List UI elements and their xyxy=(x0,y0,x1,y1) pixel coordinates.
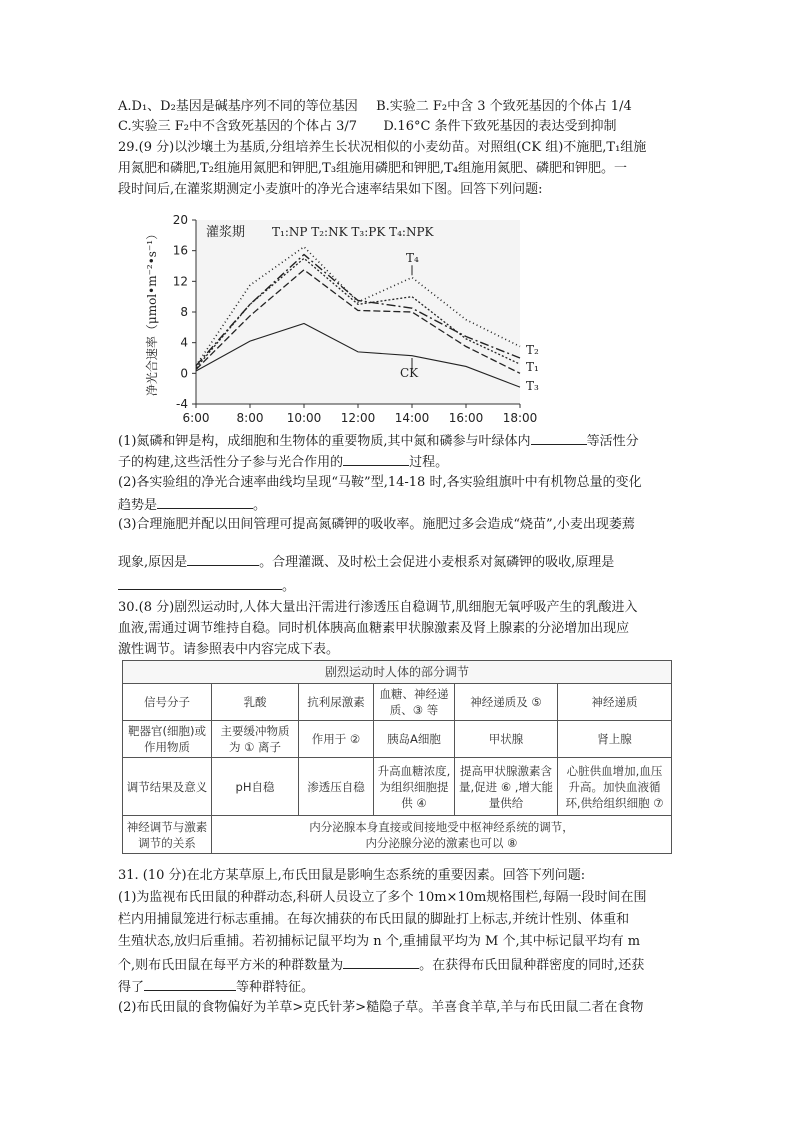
table-cell: 调节结果及意义 xyxy=(123,758,212,816)
option-a: A.D₁、D₂基因是碱基序列不同的等位基因 xyxy=(118,99,358,114)
relationship-line-2: 内分泌腺分泌的激素也可以 ⑧ xyxy=(365,835,518,850)
q31-line-7: (2)布氏田鼠的食物偏好为羊草>克氏针茅>糙隐子草。羊喜食羊草,羊与布氏田鼠二者在食物 xyxy=(118,1000,644,1015)
table-cell: 神经调节与激素调节的关系 xyxy=(123,816,212,854)
q31-l5a: 个,则布氏田鼠在每平方米的种群数量为 xyxy=(118,958,344,973)
q29-part2-line1: (2)各实验组的净光合速率曲线均呈现“马鞍”型,14-18 时,各实验组旗叶中有机物总量的变化 xyxy=(118,475,642,490)
chart-title: 灌浆期 xyxy=(206,225,246,240)
q29-part3-line2 xyxy=(118,551,614,573)
q30-intro-3: 激性调节。请参照表中内容完成下表。 xyxy=(118,642,340,657)
q31-line-3: 栏内用捕鼠笼进行标志重捕。在每次捕获的布氏田鼠的脚趾打上标志,并统计性别、体重和 xyxy=(118,912,630,927)
q29-intro-3: 段时间后,在灌浆期测定小麦旗叶的净光合速率结果如下图。回答下列问题: xyxy=(118,182,543,197)
x-tick-label: 6:00 xyxy=(182,411,210,425)
y-tick-label: 12 xyxy=(172,274,188,289)
relationship-line-1: 内分泌腺本身直接或间接地受中枢神经系统的调节， xyxy=(309,819,574,834)
plot-area xyxy=(196,220,520,404)
table-cell: 神经递质 xyxy=(558,684,672,721)
table-cell: 作用于 ② xyxy=(299,721,374,758)
net-photosynthesis-chart xyxy=(130,210,550,425)
option-c: C.实验三 F₂中不含致死基因的个体占 3/7 xyxy=(118,119,358,134)
q29-p1c: 子的构建,这些活性分子参与光合作用的 xyxy=(118,455,344,470)
table-cell: 主要缓冲物质为 ① 离子 xyxy=(212,721,299,758)
q29-p2b: 趋势是 xyxy=(118,498,158,513)
q29-p2c: 。 xyxy=(253,498,267,513)
table-cell: 血糖、神经递质、③ 等 xyxy=(374,684,455,721)
x-tick-label: 14:00 xyxy=(394,411,430,425)
q29-p3d: 。 xyxy=(282,579,296,594)
x-tick-label: 12:00 xyxy=(340,411,376,425)
q29-part3-line3 xyxy=(118,575,295,597)
q31-line-4: 生殖状态,放归后重捕。若初捕标记鼠平均为 n 个,重捕鼠平均为 M 个,其中标记鼠平均有 m xyxy=(118,934,641,949)
table-cell: 信号分子 xyxy=(123,684,212,721)
y-tick-label: 20 xyxy=(172,213,188,227)
chart-legend: T₁:NP T₂:NK T₃:PK T₄:NPK xyxy=(272,225,434,239)
table-row xyxy=(123,721,672,758)
y-tick-label: 8 xyxy=(180,305,188,319)
x-tick-label: 10:00 xyxy=(286,411,322,425)
q31-l6a: 得了 xyxy=(118,980,145,995)
table-row xyxy=(123,816,672,854)
answer-blank-7[interactable] xyxy=(144,976,236,991)
option-line-1 xyxy=(118,97,632,117)
q29-p1d: 过程。 xyxy=(409,455,449,470)
table-title: 剧烈运动时人体的部分调节 xyxy=(123,661,672,684)
answer-blank-6[interactable] xyxy=(343,954,419,969)
q29-p3b: 现象,原因是 xyxy=(118,555,188,570)
table-row xyxy=(123,758,672,816)
regulation-table xyxy=(122,660,672,854)
table-cell: 肾上腺 xyxy=(558,721,672,758)
y-tick-label: 0 xyxy=(180,366,188,381)
table-cell: 提高甲状腺激素含量,促进 ⑥ ,增大能量供给 xyxy=(455,758,558,816)
option-line-2 xyxy=(118,117,617,137)
label-t1: T₁ xyxy=(526,360,539,375)
q29-p3c: 。合理灌溉、及时松土会促进小麦根系对氮磷钾的吸收,原理是 xyxy=(259,555,615,570)
y-tick-label: 4 xyxy=(180,335,188,350)
q29-p1a: (1)氮磷和钾是构，成细胞和生物体的重要物质,其中氮和磷参与叶绿体内 xyxy=(118,434,531,449)
q30-intro-2: 血液,需通过调节维持自稳。同时机体胰高血糖素甲状腺激素及肾上腺素的分泌增加出现应 xyxy=(118,621,630,636)
option-d: D.16°C 条件下致死基因的表达受到抑制 xyxy=(383,119,617,134)
label-ck: CK xyxy=(400,366,419,381)
table-cell: 升高血糖浓度,为组织细胞提供 ④ xyxy=(374,758,455,816)
q29-intro-1: 29.(9 分)以沙壤土为基质,分组培养生长状况相似的小麦幼苗。对照组(CK 组)不施肥,T₁组施 xyxy=(118,140,647,155)
answer-blank-1[interactable] xyxy=(531,430,587,445)
table-cell: pH自稳 xyxy=(212,758,299,816)
x-tick-label: 18:00 xyxy=(502,411,538,425)
q31-l6b: 等种群特征。 xyxy=(236,980,315,995)
answer-blank-5[interactable] xyxy=(118,575,282,590)
q29-intro-2: 用氮肥和磷肥,T₂组施用氮肥和钾肥,T₃组施用磷肥和钾肥,T₄组施用氮肥、磷肥和钾肥。一 xyxy=(118,161,628,176)
q31-line-5 xyxy=(118,954,644,976)
table-cell: 心脏供血增加,血压升高。加快血液循环,供给组织细胞 ⑦ xyxy=(558,758,672,816)
table-cell: 神经递质及 ⑤ xyxy=(455,684,558,721)
table-cell: 渗透压自稳 xyxy=(299,758,374,816)
answer-blank-3[interactable] xyxy=(157,494,253,509)
q30-intro-1: 30.(8 分)剧烈运动时,人体大量出汗需进行渗透压自稳调节,肌细胞无氧呼吸产生的乳酸进入 xyxy=(118,600,638,615)
label-t4: T₄ xyxy=(406,251,419,266)
q29-part1-line1 xyxy=(118,430,639,452)
q31-line-2: (1)为监视布氏田鼠的种群动态,科研人员设立了多个 10m×10m规格围栏,每隔一段时间在围 xyxy=(118,890,647,905)
q31-line-1: 31. (10 分)在北方某草原上,布氏田鼠是影响生态系统的重要因素。回答下列问题: xyxy=(118,868,586,883)
answer-blank-2[interactable] xyxy=(343,451,409,466)
table-row xyxy=(123,684,672,721)
table-cell: 甲状腺 xyxy=(455,721,558,758)
q29-part3-line1: (3)合理施肥并配以田间管理可提高氮磷钾的吸收率。施肥过多会造成“烧苗”,小麦出现萎蔫 xyxy=(118,517,635,532)
table-cell-relationship xyxy=(212,816,672,854)
q31-line-6 xyxy=(118,976,314,998)
y-tick-label: -4 xyxy=(176,397,188,411)
label-t2: T₂ xyxy=(526,343,539,358)
q29-part1-line2 xyxy=(118,451,448,473)
answer-blank-4[interactable] xyxy=(187,551,259,566)
chart-axes xyxy=(144,213,537,425)
y-axis-title: 净光合速率（μmol•m⁻²•s⁻¹） xyxy=(145,227,159,397)
label-t3: T₃ xyxy=(526,379,539,394)
q29-p1b: 等活性分 xyxy=(586,434,639,449)
table-cell: 靶器官(细胞)或作用物质 xyxy=(123,721,212,758)
y-tick-label: 16 xyxy=(172,243,188,258)
q29-part2-line2 xyxy=(118,494,266,516)
table-cell: 抗利尿激素 xyxy=(299,684,374,721)
option-b: B.实验二 F₂中含 3 个致死基因的个体占 1/4 xyxy=(376,99,632,114)
table-cell: 乳酸 xyxy=(212,684,299,721)
q31-l5b: 。在获得布氏田鼠种群密度的同时,还获 xyxy=(419,958,645,973)
x-tick-label: 16:00 xyxy=(448,411,484,425)
table-cell: 胰岛A细胞 xyxy=(374,721,455,758)
x-tick-label: 8:00 xyxy=(236,411,264,425)
